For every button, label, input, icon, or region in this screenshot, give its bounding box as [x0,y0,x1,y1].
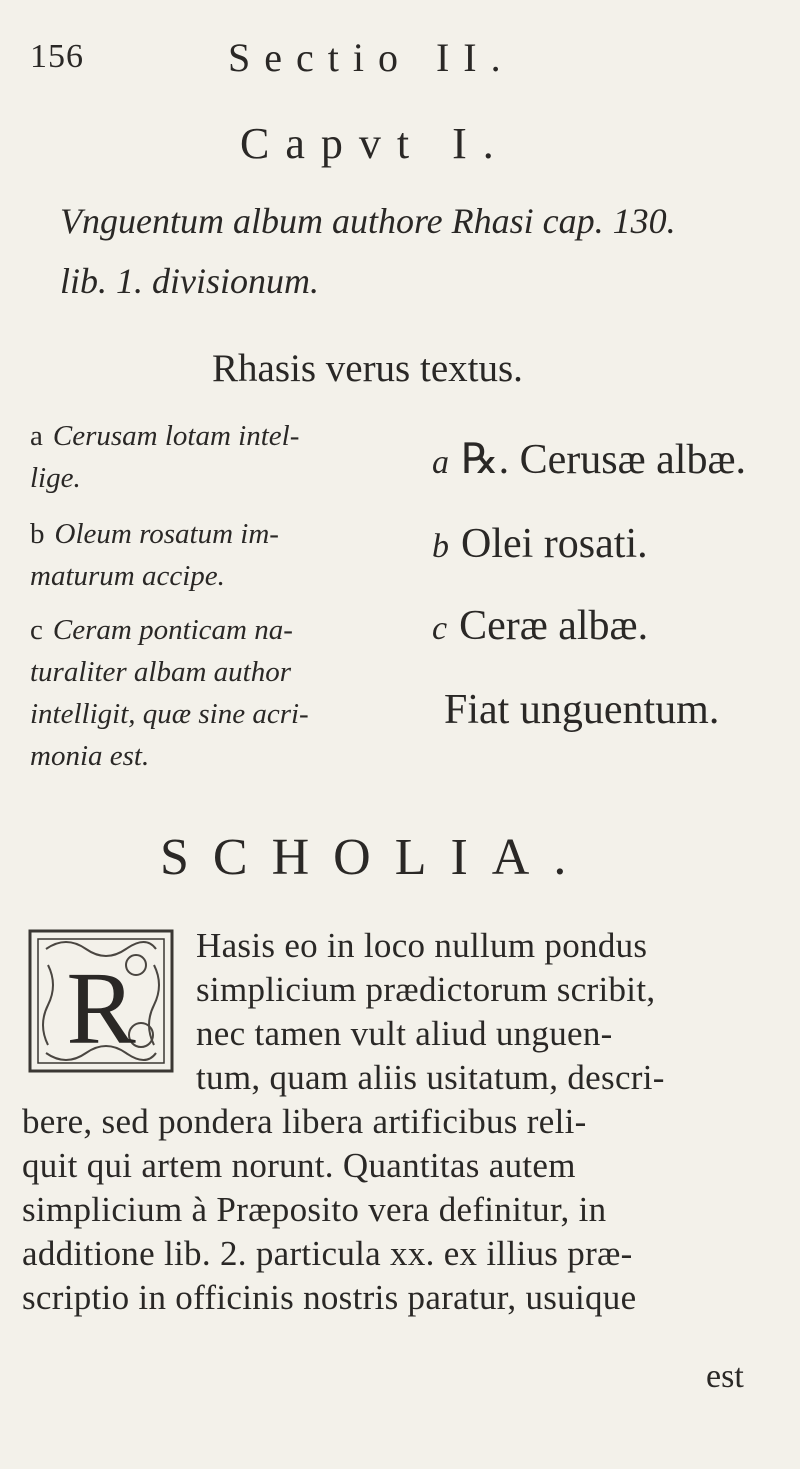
recipe-letter: b [432,528,449,565]
subtitle-line-2: lib. 1. divisionum. [60,261,319,301]
decorated-initial [26,925,176,1077]
subtitle-line-1: Vnguentum album authore Rhasi cap. 130. [60,201,676,241]
recipe-letter: a [432,444,449,481]
recipe-line-c: c Ceræ albæ. [432,603,649,649]
note-c-line-1: c Ceram ponticam na- [30,614,293,646]
note-letter: b [30,518,45,550]
catchword: est [706,1358,744,1395]
note-c-line-2: turaliter albam author [30,656,292,688]
rhasis-heading: Rhasis verus textus. [212,347,523,390]
note-a-line-2: lige. [30,462,81,494]
note-letter: c [30,614,43,646]
scholia-heading: SCHOLIA. [160,829,591,886]
page-number: 156 [30,38,84,75]
scholia-line-6: quit qui artem norunt. Quantitas autem [22,1146,576,1185]
scholia-line-8: additione lib. 2. particula xx. ex illius præ- [22,1234,633,1273]
chapter-heading: Capvt I. [240,119,510,168]
recipe-line-b: b Olei rosati. [432,521,648,567]
note-c-line-4: monia est. [30,740,150,772]
note-b-line-1: b Oleum rosatum im- [30,518,279,550]
scholia-line-9: scriptio in officinis nostris paratur, usuique [22,1278,637,1317]
note-b-line-2: maturum accipe. [30,560,225,592]
decorated-initial-icon [26,925,176,1077]
scholia-line-7: simplicium à Præposito vera definitur, in [22,1190,607,1229]
recipe-line-a: a ℞. Cerusæ albæ. [432,437,746,483]
recipe-line-final: Fiat unguentum. [444,687,720,733]
svg-text:R: R [66,951,136,1066]
running-head: Sectio II. [228,35,515,80]
scholia-line-3: nec tamen vult aliud unguen- [196,1014,613,1053]
note-a-line-1: a Cerusam lotam intel- [30,420,300,452]
scholia-line-5: bere, sed pondera libera artificibus reli- [22,1102,587,1141]
recipe-letter: c [432,610,448,647]
note-letter: a [30,420,43,452]
note-c-line-3: intelligit, quæ sine acri- [30,698,309,730]
scholia-line-2: simplicium prædictorum scribit, [196,970,656,1009]
scholia-line-4: tum, quam aliis usitatum, descri- [196,1058,665,1097]
scholia-line-1: Hasis eo in loco nullum pondus [196,926,648,965]
